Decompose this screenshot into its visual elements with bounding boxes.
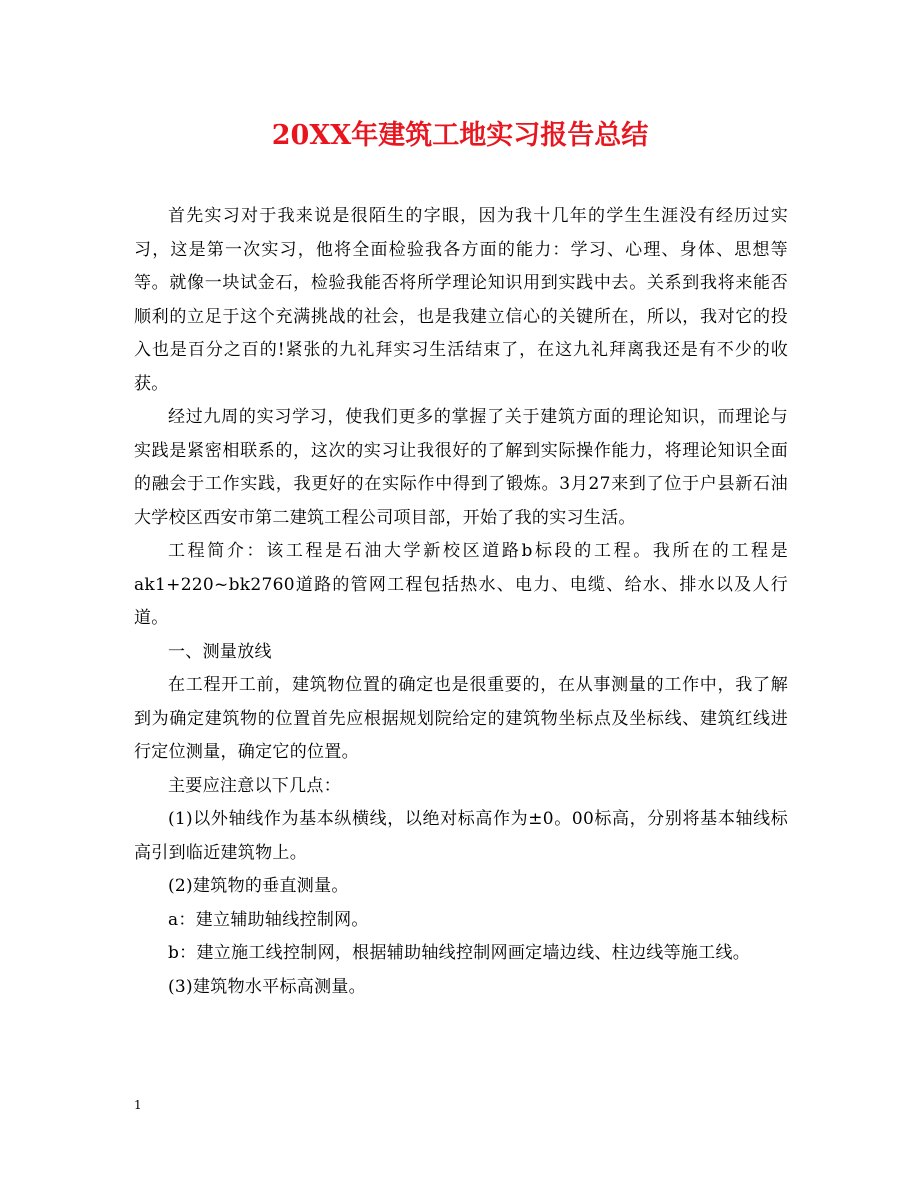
list-item-2b: b：建立施工线控制网，根据辅助轴线控制网画定墙边线、柱边线等施工线。 xyxy=(168,943,751,963)
paragraph-project-intro: 工程简介：该工程是石油大学新校区道路b标段的工程。我所在的工程是ak1+220~bk2760道路的管网工程包括热水、电力、电缆、给水、排水以及人行道。 xyxy=(134,541,788,628)
paragraph-key-points: 主要应注意以下几点： xyxy=(168,775,341,796)
list-item-1: (1)以外轴线作为基本纵横线，以绝对标高作为±0。00标高，分别将基本轴线标高引到临近建筑物上。 xyxy=(134,809,788,863)
document-title: 20XX年建筑工地实习报告总结 xyxy=(271,120,649,151)
paragraph-nine-weeks: 经过九周的实习学习，使我们更多的掌握了关于建筑方面的理论知识，而理论与实践是紧密相联系的，这次的实习让我很好的了解到实际操作能力，将理论知识全面的融会于工作实践，我更好的在实际作中得到了锻炼。3月27来到了位于户县新石油大学校区西安市第二建筑工程公司项目部，开始了我的实习生活。 xyxy=(134,407,788,528)
list-item-2: (2)建筑物的垂直测量。 xyxy=(168,876,349,896)
list-item-3: (3)建筑物水平标高测量。 xyxy=(168,976,366,997)
paragraph-intro: 首先实习对于我来说是很陌生的字眼，因为我十几年的学生生涯没有经历过实习，这是第一次实习，他将全面检验我各方面的能力：学习、心理、身体、思想等等。就像一块试金石，检验我能否将所学理论知识用到实践中去。关系到我将来能否顺利的立足于这个充满挑战的社会，也是我建立信心的关键所在，所以，我对它的投入也是百分之百的!紧张的九礼拜实习生活结束了，在这九礼拜离我还是有不少的收获。 xyxy=(134,206,788,394)
page-number: 1 xyxy=(134,1098,142,1112)
list-item-2a: a：建立辅助轴线控制网。 xyxy=(168,909,369,930)
document-body xyxy=(134,200,788,1004)
paragraph-survey: 在工程开工前，建筑物位置的确定也是很重要的，在从事测量的工作中，我了解到为确定建筑物的位置首先应根据规划院给定的建筑物坐标点及坐标线、建筑红线进行定位测量，确定它的位置。 xyxy=(134,675,788,762)
section-heading-survey: 一、测量放线 xyxy=(168,641,272,662)
